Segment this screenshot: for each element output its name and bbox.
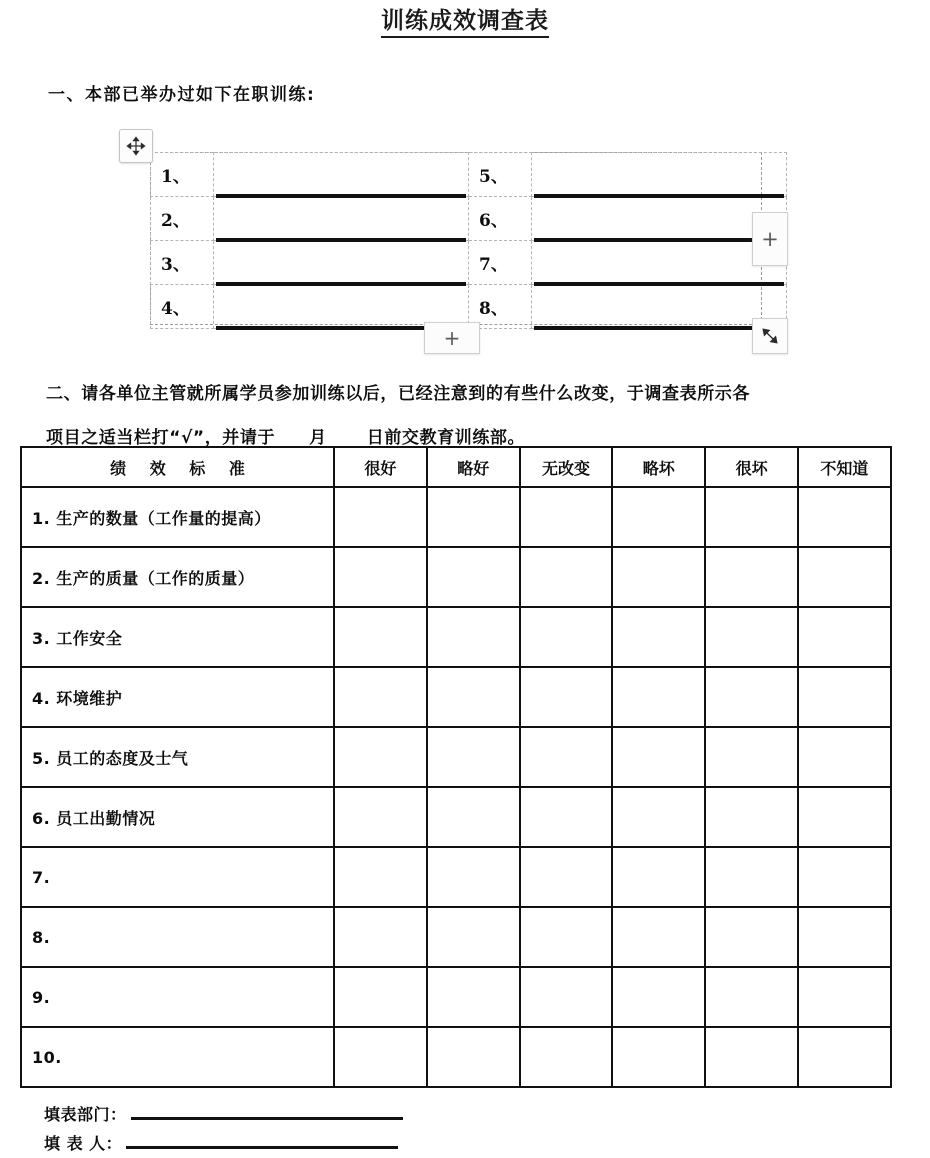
rating-cell-no-change[interactable]	[520, 487, 613, 547]
rating-cell-slightly-bad[interactable]	[612, 607, 705, 667]
rating-cell-very-bad[interactable]	[705, 847, 798, 907]
footer-person-input[interactable]	[126, 1146, 398, 1149]
rating-cell-very-bad[interactable]	[705, 787, 798, 847]
rating-cell-unknown[interactable]	[798, 547, 891, 607]
rating-cell-slightly-bad[interactable]	[612, 847, 705, 907]
survey-header-row	[21, 447, 891, 487]
rating-cell-unknown[interactable]	[798, 607, 891, 667]
table-row	[21, 907, 891, 967]
criteria-label: 4. 环境维护	[21, 667, 334, 727]
training-list-table[interactable]	[150, 152, 762, 325]
criteria-label: 1. 生产的数量（工作量的提高）	[21, 487, 334, 547]
instruction-line-1: 二、请各单位主管就所属学员参加训练以后，已经注意到的有些什么改变，于调查表所示各	[46, 384, 750, 404]
month-label: 月	[309, 428, 327, 448]
table-move-handle[interactable]	[119, 129, 153, 163]
rating-cell-slightly-bad[interactable]	[612, 547, 705, 607]
training-item-number: 7、	[469, 241, 532, 285]
rating-cell-very-good[interactable]	[334, 907, 427, 967]
footer-department-input[interactable]	[131, 1117, 403, 1120]
rating-cell-unknown[interactable]	[798, 907, 891, 967]
criteria-label[interactable]: 10.	[21, 1027, 334, 1087]
table-add-row-button[interactable]	[424, 322, 480, 354]
rating-cell-unknown[interactable]	[798, 967, 891, 1027]
criteria-label: 6. 员工出勤情况	[21, 787, 334, 847]
rating-cell-no-change[interactable]	[520, 967, 613, 1027]
table-row	[21, 547, 891, 607]
plus-icon: +	[443, 326, 461, 350]
rating-cell-slightly-bad[interactable]	[612, 667, 705, 727]
header-slightly-good: 略好	[427, 447, 520, 487]
criteria-label: 3. 工作安全	[21, 607, 334, 667]
table-row	[21, 487, 891, 547]
rating-cell-no-change[interactable]	[520, 667, 613, 727]
rating-cell-no-change[interactable]	[520, 727, 613, 787]
rating-cell-very-good[interactable]	[334, 787, 427, 847]
header-no-change: 无改变	[520, 447, 613, 487]
criteria-label[interactable]: 7.	[21, 847, 334, 907]
section-one-heading: 一、本部已举办过如下在职训练:	[48, 85, 316, 105]
rating-cell-very-bad[interactable]	[705, 727, 798, 787]
header-very-good: 很好	[334, 447, 427, 487]
footer-signature-block	[44, 1096, 403, 1154]
training-item-input-1[interactable]	[214, 153, 469, 197]
rating-cell-no-change[interactable]	[520, 787, 613, 847]
resize-diagonal-icon	[760, 326, 780, 346]
table-row[interactable]	[151, 241, 787, 285]
rating-cell-slightly-good[interactable]	[427, 667, 520, 727]
table-row[interactable]	[151, 197, 787, 241]
instruction-line-2-part2: ，并请于	[204, 428, 276, 448]
rating-cell-slightly-good[interactable]	[427, 967, 520, 1027]
criteria-label[interactable]: 8.	[21, 907, 334, 967]
rating-cell-very-good[interactable]	[334, 727, 427, 787]
table-row	[21, 607, 891, 667]
rating-cell-no-change[interactable]	[520, 547, 613, 607]
training-item-number: 4、	[151, 285, 214, 329]
training-item-number: 2、	[151, 197, 214, 241]
fill-in-rule	[534, 326, 784, 330]
rating-cell-very-good[interactable]	[334, 487, 427, 547]
rating-cell-very-good[interactable]	[334, 967, 427, 1027]
criteria-label[interactable]: 9.	[21, 967, 334, 1027]
checkmark-mark: “√”	[169, 428, 205, 448]
rating-cell-unknown[interactable]	[798, 787, 891, 847]
rating-cell-no-change[interactable]	[520, 907, 613, 967]
header-slightly-bad: 略坏	[612, 447, 705, 487]
rating-cell-very-bad[interactable]	[705, 907, 798, 967]
move-cross-icon	[126, 136, 146, 156]
table-add-column-button[interactable]	[752, 212, 788, 266]
rating-cell-no-change[interactable]	[520, 607, 613, 667]
instruction-line-2-part1: 项目之适当栏打	[46, 428, 170, 448]
rating-cell-very-good[interactable]	[334, 667, 427, 727]
footer-department-label: 填表部门：	[44, 1105, 127, 1124]
table-row	[21, 667, 891, 727]
table-row[interactable]	[151, 153, 787, 197]
page-title	[0, 2, 930, 35]
footer-department-row	[44, 1096, 403, 1125]
rating-cell-slightly-bad[interactable]	[612, 907, 705, 967]
table-row	[21, 847, 891, 907]
rating-cell-slightly-good[interactable]	[427, 787, 520, 847]
training-item-number: 8、	[469, 285, 532, 329]
training-item-input-8[interactable]	[532, 285, 787, 329]
rating-cell-slightly-bad[interactable]	[612, 487, 705, 547]
rating-cell-unknown[interactable]	[798, 1027, 891, 1087]
training-item-input-7[interactable]	[532, 241, 787, 285]
rating-cell-very-good[interactable]	[334, 847, 427, 907]
rating-cell-unknown[interactable]	[798, 847, 891, 907]
rating-cell-unknown[interactable]	[798, 487, 891, 547]
performance-survey-table[interactable]	[20, 446, 892, 1088]
rating-cell-very-bad[interactable]	[705, 1027, 798, 1087]
training-item-number: 6、	[469, 197, 532, 241]
rating-cell-very-bad[interactable]	[705, 487, 798, 547]
rating-cell-very-bad[interactable]	[705, 967, 798, 1027]
rating-cell-very-good[interactable]	[334, 1027, 427, 1087]
rating-cell-slightly-bad[interactable]	[612, 967, 705, 1027]
criteria-label: 2. 生产的质量（工作的质量）	[21, 547, 334, 607]
rating-cell-very-bad[interactable]	[705, 547, 798, 607]
rating-cell-slightly-good[interactable]	[427, 727, 520, 787]
header-criteria: 绩 效 标 准	[21, 447, 334, 487]
table-row	[21, 727, 891, 787]
table-row	[21, 787, 891, 847]
rating-cell-very-bad[interactable]	[705, 667, 798, 727]
rating-cell-slightly-bad[interactable]	[612, 787, 705, 847]
rating-cell-slightly-good[interactable]	[427, 847, 520, 907]
rating-cell-unknown[interactable]	[798, 727, 891, 787]
rating-cell-slightly-good[interactable]	[427, 487, 520, 547]
training-item-number: 1、	[151, 153, 214, 197]
rating-cell-very-bad[interactable]	[705, 607, 798, 667]
rating-cell-slightly-good[interactable]	[427, 547, 520, 607]
rating-cell-slightly-good[interactable]	[427, 907, 520, 967]
rating-cell-no-change[interactable]	[520, 1027, 613, 1087]
rating-cell-unknown[interactable]	[798, 667, 891, 727]
rating-cell-slightly-bad[interactable]	[612, 1027, 705, 1087]
training-item-input-6[interactable]	[532, 197, 787, 241]
rating-cell-very-good[interactable]	[334, 547, 427, 607]
rating-cell-no-change[interactable]	[520, 847, 613, 907]
footer-person-row	[44, 1125, 403, 1154]
training-item-input-3[interactable]	[214, 241, 469, 285]
plus-icon: +	[761, 226, 779, 251]
page-title-text: 训练成效调查表	[381, 7, 549, 38]
header-very-bad: 很坏	[705, 447, 798, 487]
day-label: 日前交教育训练部。	[366, 428, 526, 448]
rating-cell-slightly-good[interactable]	[427, 607, 520, 667]
table-row	[21, 967, 891, 1027]
rating-cell-very-good[interactable]	[334, 607, 427, 667]
table-resize-handle[interactable]	[752, 318, 788, 354]
training-item-input-2[interactable]	[214, 197, 469, 241]
rating-cell-slightly-bad[interactable]	[612, 727, 705, 787]
training-item-number: 3、	[151, 241, 214, 285]
rating-cell-slightly-good[interactable]	[427, 1027, 520, 1087]
criteria-label: 5. 员工的态度及士气	[21, 727, 334, 787]
footer-person-label: 填 表 人：	[44, 1134, 123, 1153]
training-list-grid[interactable]	[150, 152, 787, 329]
training-item-input-5[interactable]	[532, 153, 787, 197]
training-item-number: 5、	[469, 153, 532, 197]
table-row	[21, 1027, 891, 1087]
header-unknown: 不知道	[798, 447, 891, 487]
